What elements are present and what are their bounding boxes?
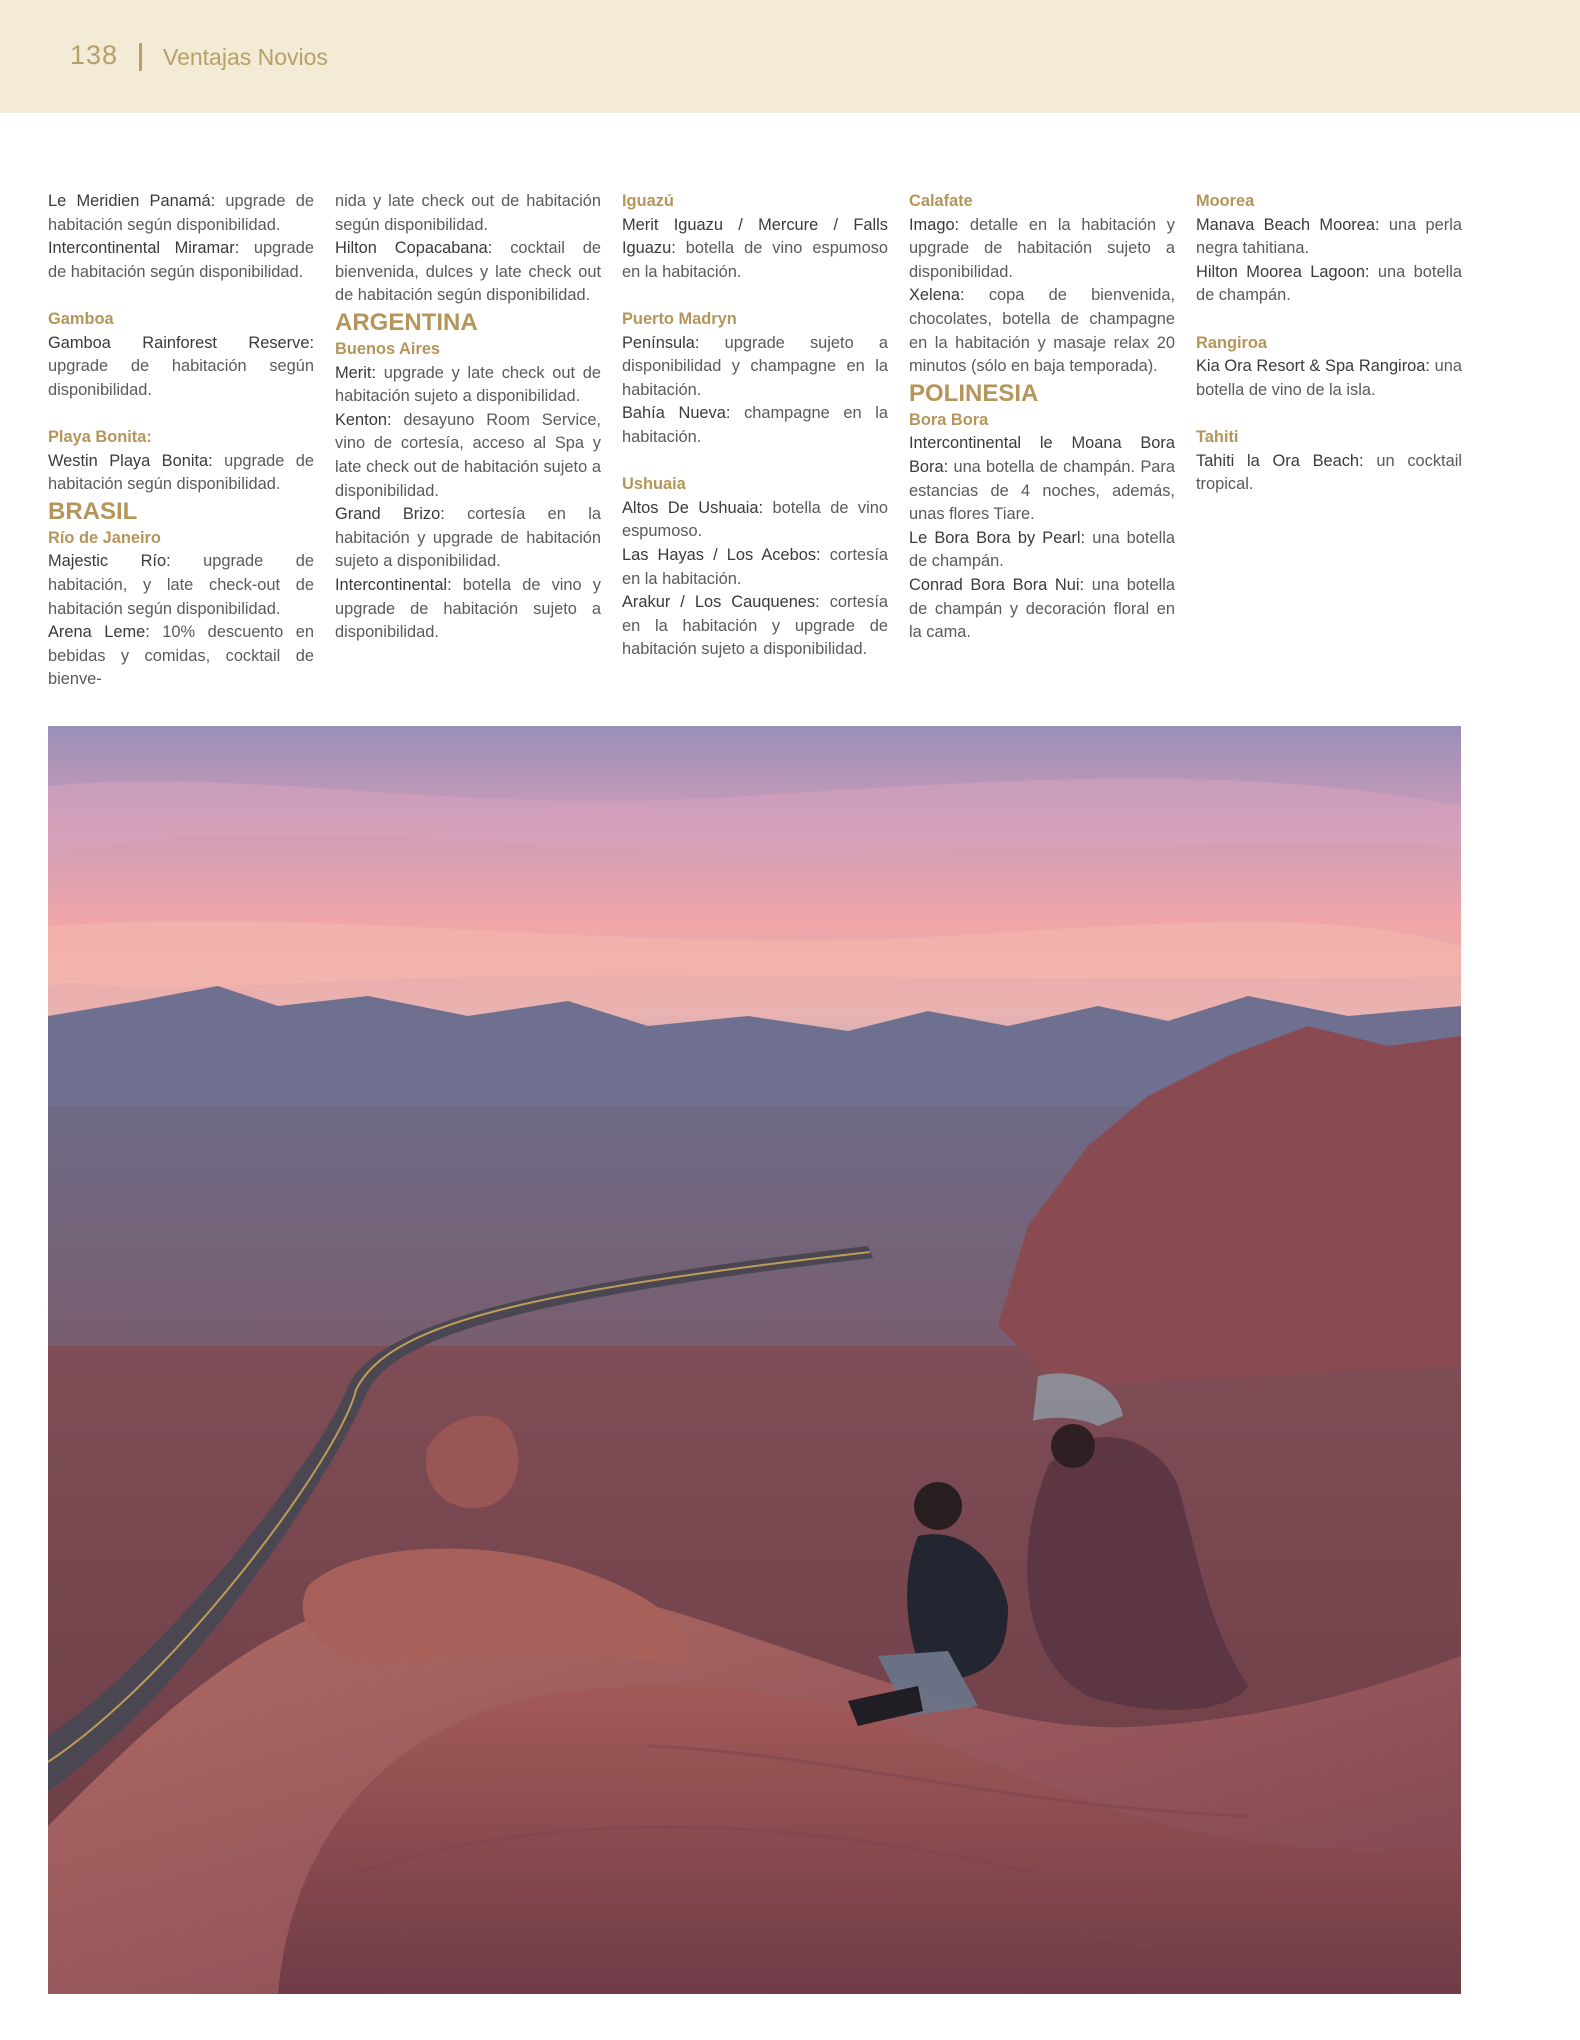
hotel-benefit: botella de vino espumoso. xyxy=(622,498,888,541)
city-heading: Bora Bora xyxy=(909,410,989,429)
hotel-name: Merit Iguazu / Mercure / Falls Iguazu: xyxy=(622,215,888,258)
page-header xyxy=(0,0,1580,113)
entry xyxy=(335,362,601,409)
section-title: Ventajas Novios xyxy=(163,44,328,70)
hotel-benefit: upgrade de habitación según disponibilidad. xyxy=(48,451,314,494)
city-heading: Gamboa xyxy=(48,309,114,328)
hotel-name: Las Hayas / Los Acebos: xyxy=(622,545,821,564)
city-heading: Puerto Madryn xyxy=(622,309,737,328)
entry xyxy=(622,402,888,449)
entry-continuation: nida y late check out de habitación según disponibilidad. xyxy=(335,192,601,234)
hotel-name: Intercontinental Miramar: xyxy=(48,239,240,258)
entry xyxy=(622,591,888,662)
city-heading: Calafate xyxy=(909,192,973,210)
text-column-3 xyxy=(622,190,888,662)
hotel-name: Gamboa Rainforest Reserve: xyxy=(48,333,314,352)
hotel-name: Westin Playa Bonita: xyxy=(48,451,213,470)
hotel-benefit: upgrade y late check out de habitación sujeto a disponibilidad. xyxy=(335,363,601,406)
entry xyxy=(48,621,314,692)
entry xyxy=(909,432,1175,526)
hotel-benefit: un cocktail tropical. xyxy=(1196,451,1462,494)
hotel-name: Manava Beach Moorea: xyxy=(1196,215,1380,234)
hotel-name: Kia Ora Resort & Spa Rangiroa: xyxy=(1196,357,1430,376)
city-heading: Ushuaia xyxy=(622,475,686,494)
hotel-name: Grand Brizo: xyxy=(335,505,445,524)
hotel-benefit: upgrade de habitación, y late check-out de habitación según disponibilidad. xyxy=(48,552,314,618)
header-divider xyxy=(139,43,142,71)
hotel-benefit: detalle en la habitación y upgrade de habitación sujeto a disponibilidad. xyxy=(909,215,1175,281)
hotel-benefit: 10% descuento en bebidas y comidas, cocktail de bienve- xyxy=(48,623,314,689)
hotel-name: Bahía Nueva: xyxy=(622,404,731,423)
hotel-name: Majestic Río: xyxy=(48,552,171,571)
hotel-benefit: botella de vino espumoso en la habitación. xyxy=(622,239,888,281)
hotel-benefit: una botella de champán. xyxy=(909,528,1175,571)
city-heading: Tahiti xyxy=(1196,427,1239,446)
text-column-5 xyxy=(1196,190,1462,497)
city-heading: Iguazú xyxy=(622,192,674,210)
country-heading: BRASIL xyxy=(48,497,138,525)
country-heading: ARGENTINA xyxy=(335,308,478,336)
hotel-name: Arena Leme: xyxy=(48,623,150,642)
hotel-name: Hilton Copacabana: xyxy=(335,239,493,258)
hotel-benefit: desayuno Room Service, vino de cortesía, acceso al Spa y late check out de habitación sujeto a disponibilidad. xyxy=(335,410,601,500)
entry xyxy=(335,574,601,645)
entry xyxy=(1196,261,1462,308)
entry xyxy=(622,544,888,591)
hotel-name: Kenton: xyxy=(335,410,392,429)
entry xyxy=(909,527,1175,574)
hotel-benefit: una botella de champán. Para estancias de 4 noches, además, unas flores Tiare. xyxy=(909,457,1175,524)
hotel-benefit: cortesía en la habitación y upgrade de habitación sujeto a disponibilidad. xyxy=(335,505,601,571)
entry xyxy=(48,190,314,237)
entry xyxy=(909,574,1175,645)
city-heading: Playa Bonita: xyxy=(48,427,152,446)
hotel-name: Merit: xyxy=(335,363,376,382)
hotel-name: Altos De Ushuaia: xyxy=(622,498,764,517)
hotel-benefit: cortesía en la habitación y upgrade de habitación sujeto a disponibilidad. xyxy=(622,593,888,659)
hotel-benefit: upgrade de habitación según disponibilidad. xyxy=(48,357,314,399)
hotel-name: Península: xyxy=(622,333,700,352)
hotel-name: Intercontinental: xyxy=(335,575,452,594)
hotel-benefit: una botella de vino de la isla. xyxy=(1196,357,1462,399)
hotel-name: Tahiti la Ora Beach: xyxy=(1196,451,1364,470)
hotel-name: Hilton Moorea Lagoon: xyxy=(1196,262,1370,281)
city-heading: Moorea xyxy=(1196,192,1255,210)
hotel-benefit: upgrade de habitación según disponibilidad. xyxy=(48,239,314,281)
text-column-2 xyxy=(335,190,601,645)
entry xyxy=(622,497,888,544)
city-heading: Rangiroa xyxy=(1196,333,1268,352)
hotel-benefit: upgrade sujeto a disponibilidad y champagne en la habitación. xyxy=(622,333,888,399)
text-column-4 xyxy=(909,190,1175,645)
hotel-benefit: copa de bienvenida, chocolates, botella de champagne en la habitación y masaje relax 20 minutos (sólo en baja temporada). xyxy=(909,286,1175,376)
hotel-name: Xelena: xyxy=(909,286,965,305)
entry xyxy=(1196,450,1462,497)
page-number: 138 xyxy=(70,40,119,70)
text-column-1 xyxy=(48,190,314,692)
desert-couple-photo xyxy=(48,726,1461,1994)
entry xyxy=(909,214,1175,285)
entry xyxy=(1196,214,1462,261)
hotel-benefit: champagne en la habitación. xyxy=(622,404,889,446)
country-heading: POLINESIA xyxy=(909,379,1039,407)
entry xyxy=(48,550,314,621)
hotel-benefit: una perla negra tahitiana. xyxy=(1196,215,1462,258)
hotel-benefit: una botella de champán y decoración floral en la cama. xyxy=(909,575,1176,642)
city-heading: Buenos Aires xyxy=(335,339,441,358)
hotel-name: Imago: xyxy=(909,215,960,234)
hotel-name: Arakur / Los Cauquenes: xyxy=(622,593,820,612)
hotel-benefit: una botella de champán. xyxy=(1196,262,1462,305)
hotel-name: Le Bora Bora by Pearl: xyxy=(909,528,1086,547)
city-heading: Río de Janeiro xyxy=(48,528,161,547)
entry xyxy=(335,409,601,503)
entry xyxy=(48,237,314,284)
entry xyxy=(622,332,888,403)
hotel-benefit: botella de vino y upgrade de habitación sujeto a disponibilidad. xyxy=(335,575,601,642)
entry xyxy=(48,332,314,403)
entry xyxy=(1196,355,1462,402)
hotel-benefit: upgrade de habitación según disponibilidad. xyxy=(48,192,314,234)
hotel-name: Intercontinental le Moana Bora Bora: xyxy=(909,434,1175,476)
hotel-name: Conrad Bora Bora Nui: xyxy=(909,575,1085,594)
entry xyxy=(48,450,314,497)
entry xyxy=(909,284,1175,378)
entry xyxy=(622,214,888,285)
hotel-name: Le Meridien Panamá: xyxy=(48,192,216,210)
hotel-benefit: cocktail de bienvenida, dulces y late check out de habitación según disponibilidad. xyxy=(335,239,601,305)
hotel-benefit: cortesía en la habitación. xyxy=(622,545,888,588)
entry xyxy=(335,237,601,308)
entry xyxy=(335,503,601,574)
